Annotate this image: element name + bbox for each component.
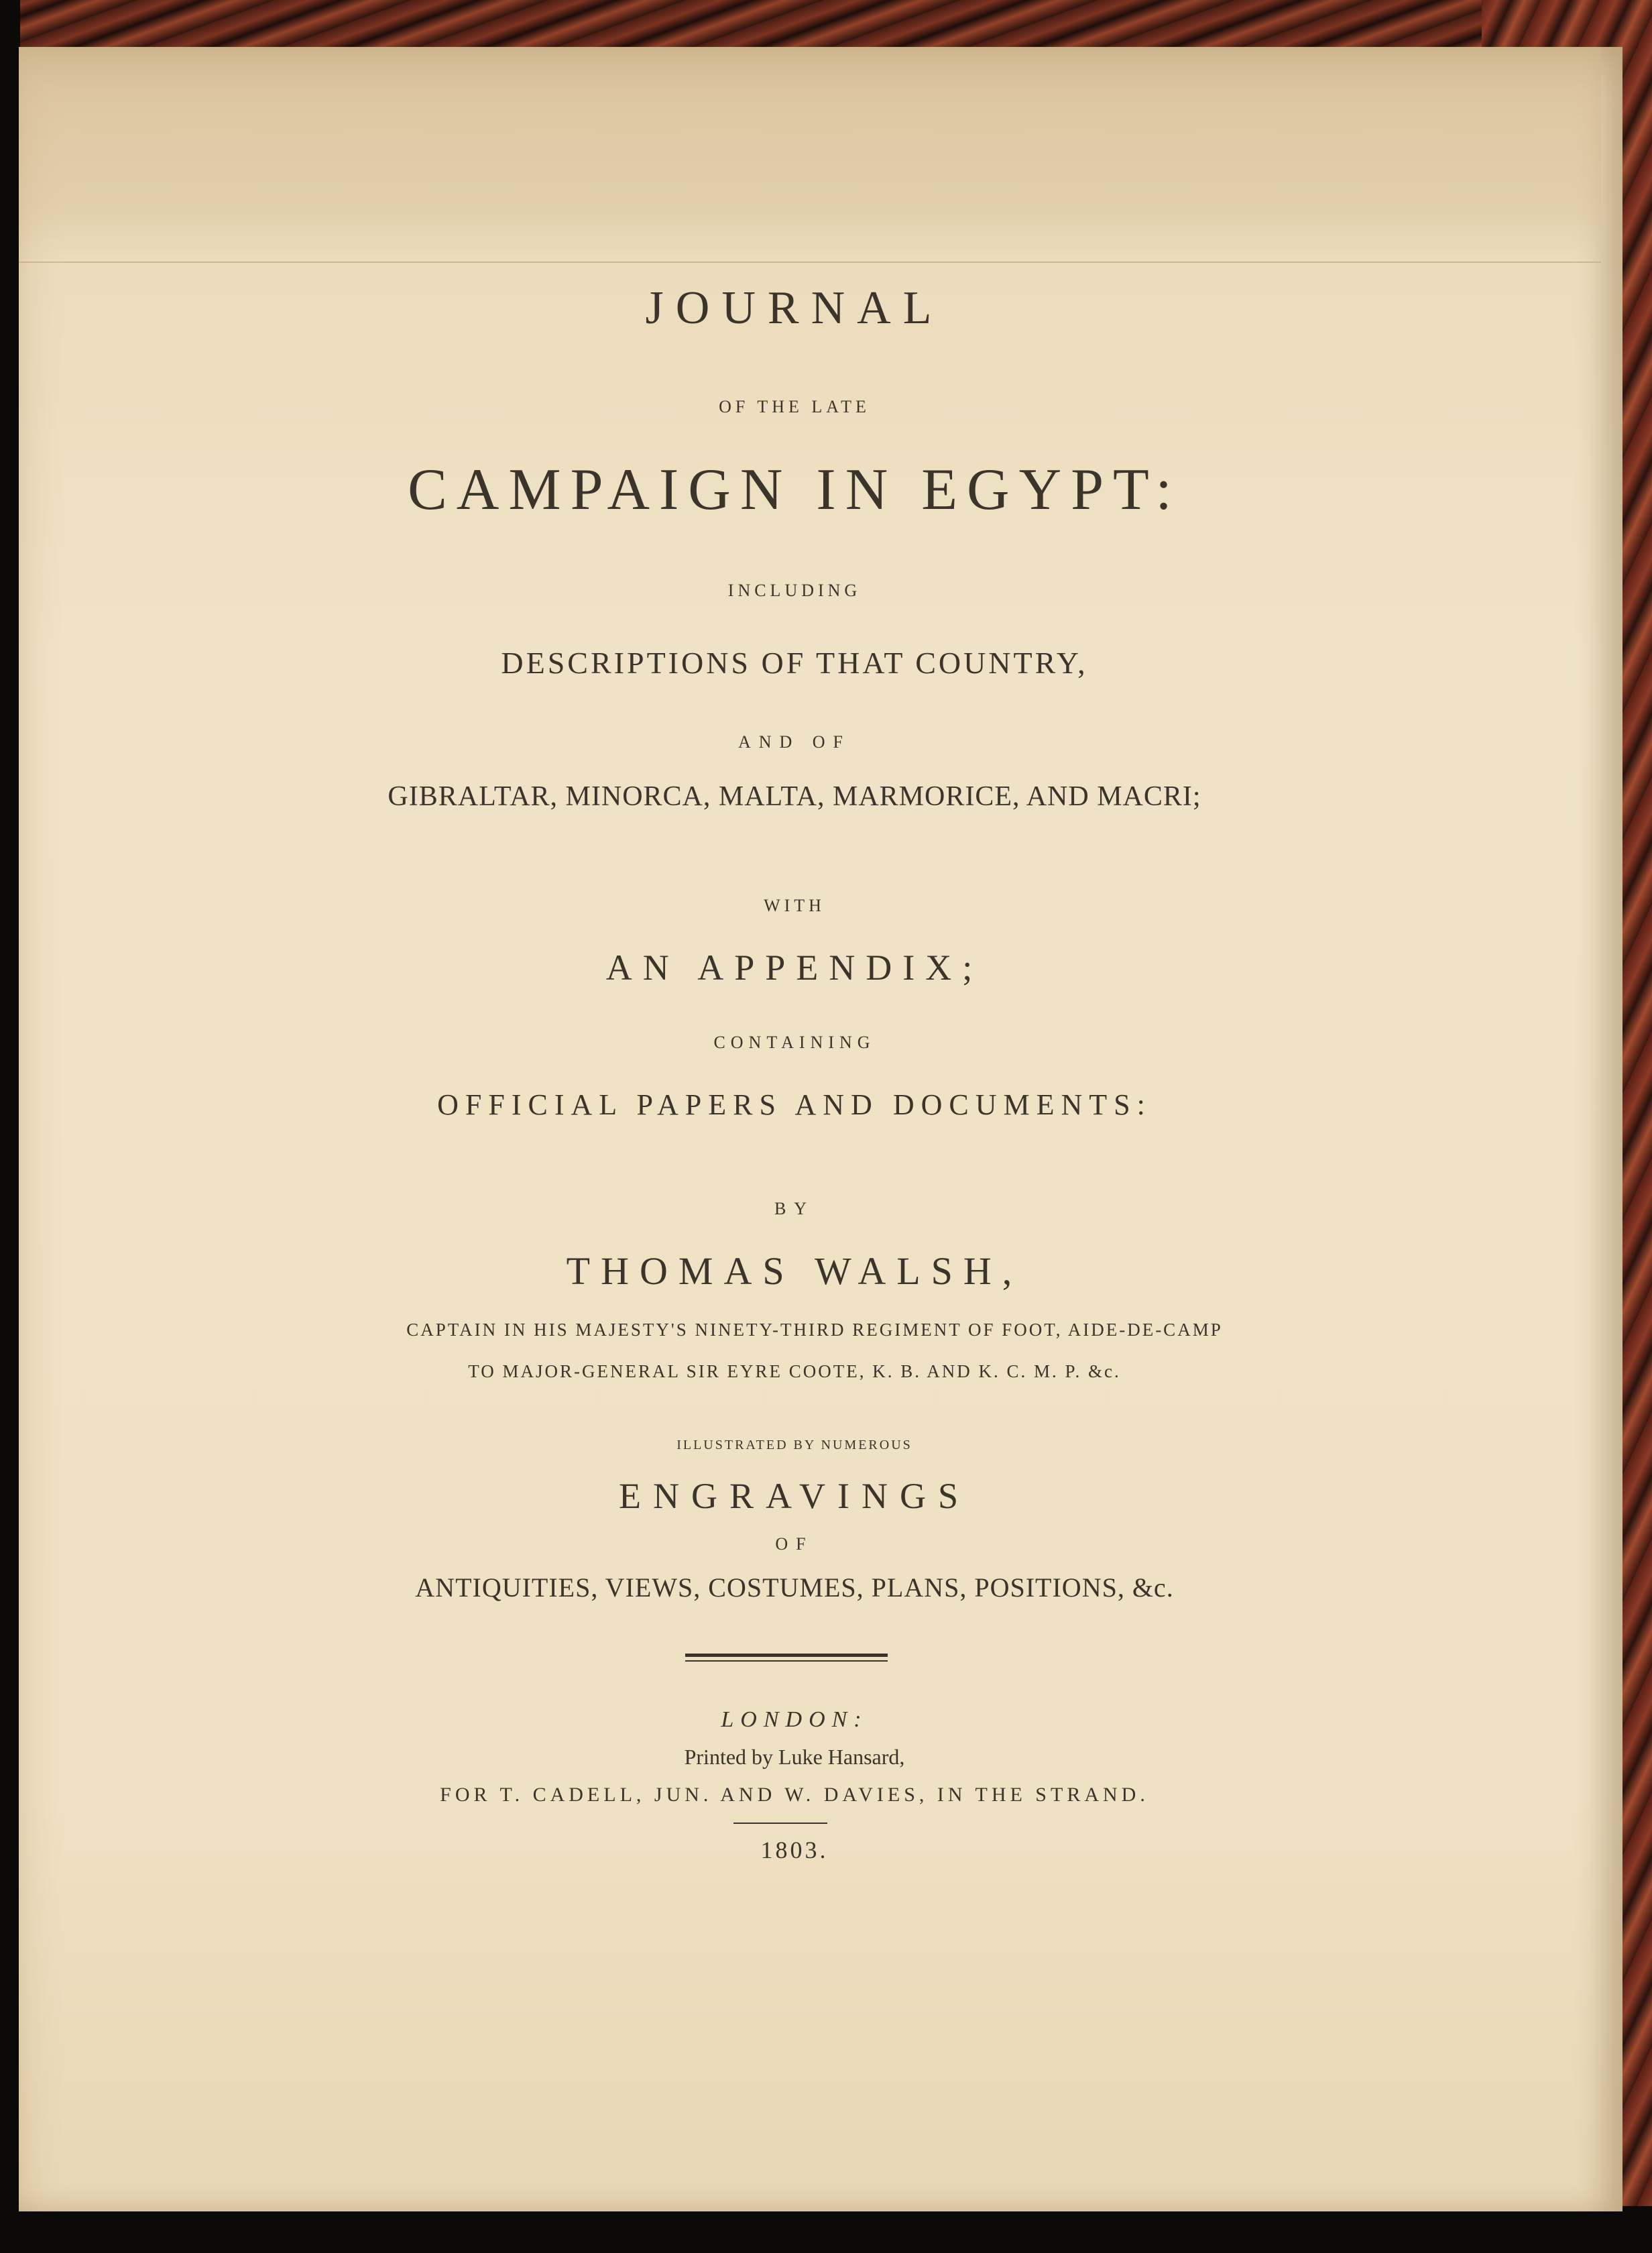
author-name: THOMAS WALSH, [566, 1249, 1023, 1293]
and-of-line: AND OF [738, 732, 851, 752]
appendix-line: AN APPENDIX; [605, 947, 984, 988]
double-rule-thin [685, 1660, 888, 1662]
imprint-publisher: FOR T. CADELL, JUN. AND W. DAVIES, IN THE STRAND. [440, 1784, 1149, 1806]
engraving-subjects-line: ANTIQUITIES, VIEWS, COSTUMES, PLANS, POSITIONS, &c. [415, 1572, 1174, 1603]
illustrated-line: ILLUSTRATED BY NUMEROUS [676, 1438, 912, 1452]
subject-line: CAMPAIGN IN EGYPT: [408, 457, 1181, 522]
places-line: GIBRALTAR, MINORCA, MALTA, MARMORICE, AND MACRI; [388, 781, 1201, 812]
imprint-year: 1803. [760, 1837, 829, 1863]
of-line: OF [775, 1534, 814, 1554]
containing-line: CONTAINING [713, 1033, 876, 1052]
author-title-line-1: CAPTAIN IN HIS MAJESTY'S NINETY-THIRD REGIMENT OF FOOT, AIDE-DE-CAMP [406, 1320, 1223, 1340]
including-line: INCLUDING [727, 581, 862, 600]
official-papers-line: OFFICIAL PAPERS AND DOCUMENTS: [437, 1088, 1152, 1121]
of-the-late-line: OF THE LATE [719, 397, 870, 416]
double-rule-thick [685, 1654, 888, 1657]
book-title: JOURNAL [645, 282, 944, 334]
short-rule [733, 1823, 827, 1824]
by-line: BY [774, 1199, 815, 1218]
descriptions-line: DESCRIPTIONS OF THAT COUNTRY, [501, 646, 1088, 680]
with-line: WITH [764, 896, 825, 915]
engravings-line: ENGRAVINGS [618, 1476, 971, 1516]
author-title-line-2: TO MAJOR-GENERAL SIR EYRE COOTE, K. B. AND K. C. M. P. &c. [468, 1361, 1121, 1381]
imprint-printer: Printed by Luke Hansard, [684, 1745, 905, 1769]
imprint-city: LONDON: [721, 1707, 868, 1732]
